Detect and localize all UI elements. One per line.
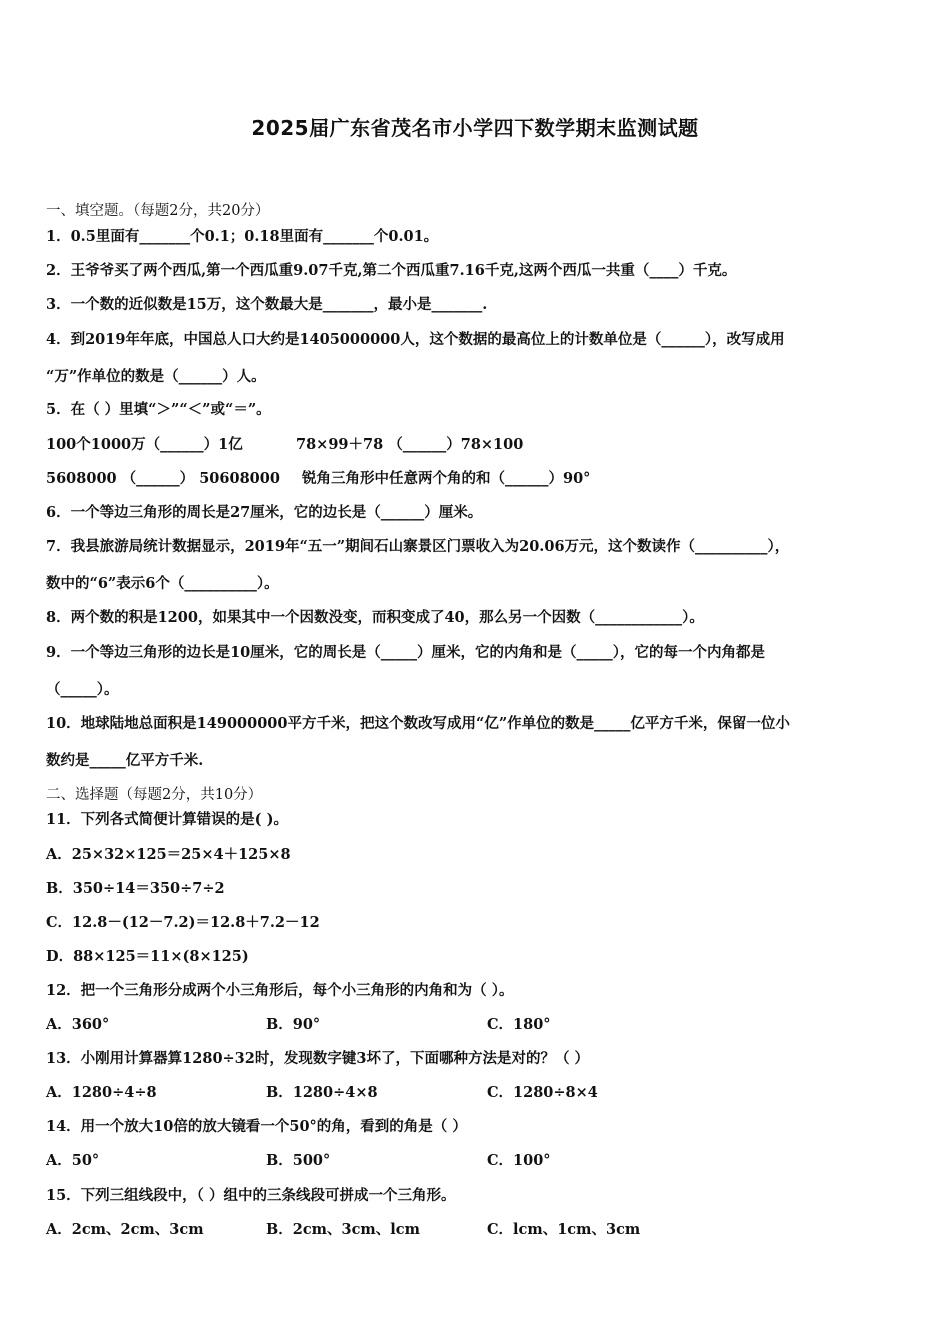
question-14-option-b: B．500° — [266, 1152, 331, 1169]
question-15-option-b: B．2cm、3cm、lcm — [266, 1221, 420, 1238]
question-12-option-c: C．180° — [487, 1016, 551, 1033]
question-13: 13．小刚用计算器算1280÷32时，发现数字键3坏了，下面哪种方法是对的？（ ） — [46, 1050, 589, 1067]
question-9-line-2: （_____）。 — [46, 681, 119, 698]
question-13-option-b: B．1280÷4×8 — [266, 1084, 378, 1101]
question-5-item-1: 100个1000万（______）1亿 — [46, 436, 243, 453]
question-2: 2．王爷爷买了两个西瓜,第一个西瓜重9.07千克,第二个西瓜重7.16千克,这两个西瓜一共重（____）千克。 — [46, 262, 737, 279]
question-5-intro: 5．在（ ）里填“＞”“＜”或“＝”。 — [46, 401, 271, 418]
question-5-item-3: 5608000 （______） 50608000 — [46, 470, 280, 487]
question-4-line-2: “万”作单位的数是（______）人。 — [46, 368, 266, 385]
question-15: 15．下列三组线段中，（ ）组中的三条线段可拼成一个三角形。 — [46, 1187, 456, 1204]
question-10-line-1: 10．地球陆地总面积是149000000平方千米，把这个数改写成用“亿”作单位的数是_____亿平方千米，保留一位小 — [46, 715, 790, 732]
question-11-option-d: D．88×125＝11×(8×125) — [46, 948, 249, 965]
question-14-option-c: C．100° — [487, 1152, 551, 1169]
question-10-line-2: 数约是_____亿平方千米. — [46, 752, 204, 769]
question-5-item-2: 78×99＋78 （______）78×100 — [296, 436, 524, 453]
section-choice-heading: 二、选择题（每题2分，共10分） — [46, 787, 263, 803]
question-4-line-1: 4．到2019年年底，中国总人口大约是1405000000人，这个数据的最高位上的计数单位是（______），改写成用 — [46, 331, 785, 348]
question-9-line-1: 9．一个等边三角形的边长是10厘米，它的周长是（_____）厘米，它的内角和是（_____），它的每一个内角都是 — [46, 644, 766, 661]
question-7-line-2: 数中的“6”表示6个（__________）。 — [46, 575, 279, 592]
question-13-option-a: A．1280÷4÷8 — [46, 1084, 157, 1101]
question-13-option-c: C．1280÷8×4 — [487, 1084, 598, 1101]
question-15-option-a: A．2cm、2cm、3cm — [46, 1221, 204, 1238]
question-6: 6．一个等边三角形的周长是27厘米，它的边长是（______）厘米。 — [46, 504, 483, 521]
exam-title: 2025届广东省茂名市小学四下数学期末监测试题 — [251, 116, 699, 140]
question-7-line-1: 7．我县旅游局统计数据显示，2019年“五一”期间石山寨景区门票收入为20.06万元，这个数读作（__________）， — [46, 538, 790, 555]
question-11-option-b: B．350÷14＝350÷7÷2 — [46, 880, 225, 897]
question-3: 3．一个数的近似数是15万，这个数最大是_______，最小是_______. — [46, 296, 488, 313]
question-11-option-c: C．12.8－(12－7.2)＝12.8＋7.2－12 — [46, 914, 320, 931]
section-fill-blank-heading: 一、填空题。（每题2分，共20分） — [46, 203, 270, 219]
question-11-option-a: A．25×32×125＝25×4＋125×8 — [46, 846, 291, 863]
question-1: 1．0.5里面有_______个0.1；0.18里面有_______个0.01。 — [46, 228, 439, 245]
question-15-option-c: C．lcm、1cm、3cm — [487, 1221, 641, 1238]
question-11: 11．下列各式简便计算错误的是( )。 — [46, 811, 288, 828]
question-12-option-a: A．360° — [46, 1016, 110, 1033]
question-12: 12．把一个三角形分成两个小三角形后，每个小三角形的内角和为（ ）。 — [46, 982, 514, 999]
question-8: 8．两个数的积是1200，如果其中一个因数没变，而积变成了40，那么另一个因数（____________）。 — [46, 609, 704, 626]
question-14: 14．用一个放大10倍的放大镜看一个50°的角，看到的角是（ ） — [46, 1118, 467, 1135]
question-14-option-a: A．50° — [46, 1152, 100, 1169]
question-5-item-4: 锐角三角形中任意两个角的和（______）90° — [302, 470, 591, 487]
question-12-option-b: B．90° — [266, 1016, 321, 1033]
